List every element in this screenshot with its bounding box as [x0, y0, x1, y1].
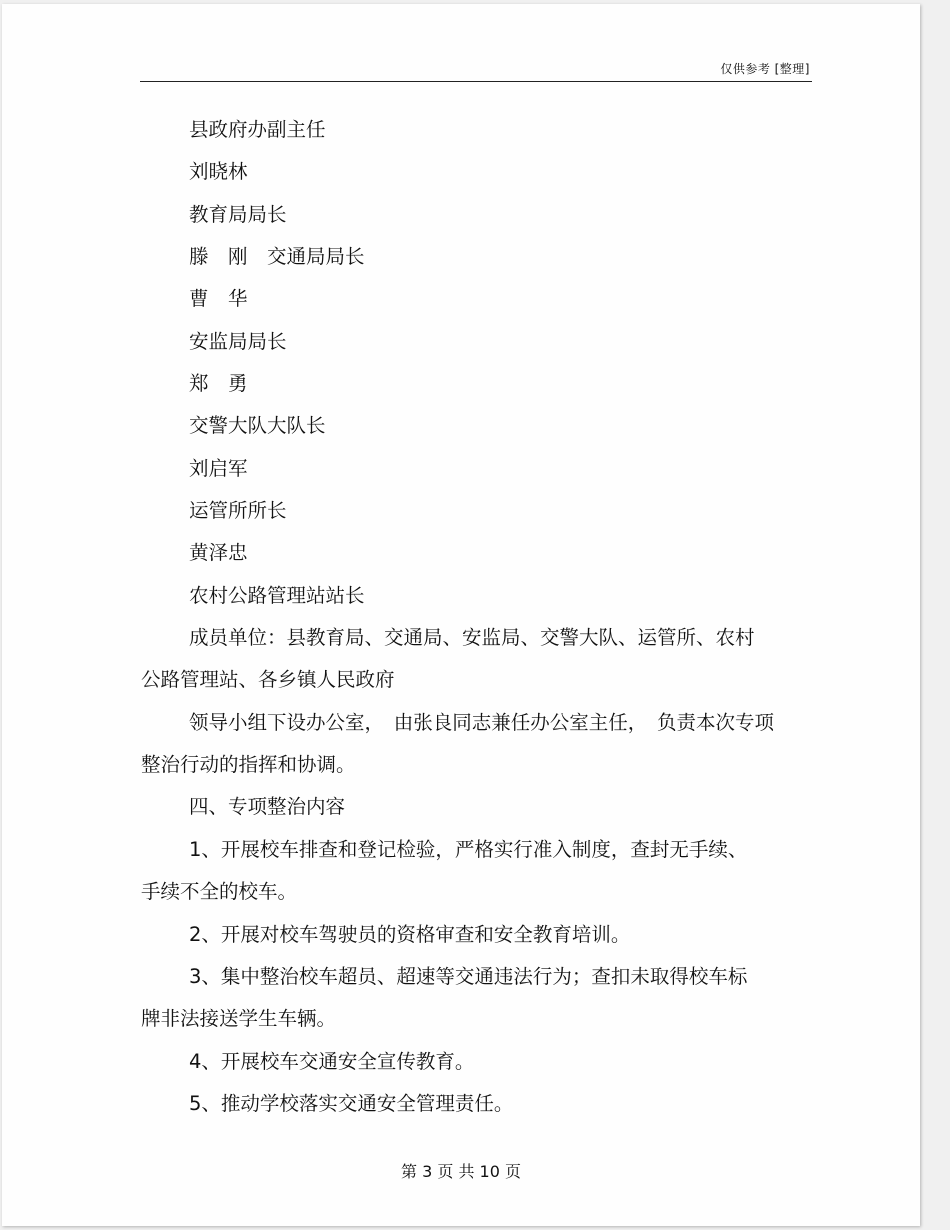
text-line: 3、集中整治校车超员、超速等交通违法行为；查扣未取得校车标: [189, 965, 748, 988]
text-line: 滕 刚 交通局局长: [189, 245, 365, 268]
text-line: 4、开展校车交通安全宣传教育。: [189, 1050, 475, 1073]
text-line: 县政府办副主任: [189, 118, 326, 141]
text-line: 运管所所长: [189, 499, 287, 522]
text-line: 2、开展对校车驾驶员的资格审查和安全教育培训。: [189, 923, 631, 946]
text-line: 刘启军: [189, 457, 248, 480]
text-line: 曹 华: [189, 287, 248, 310]
text-line: 刘晓林: [189, 160, 248, 183]
document-page: [2, 4, 920, 1226]
text-line: 交警大队大队长: [189, 414, 326, 437]
text-line: 教育局局长: [189, 203, 287, 226]
text-line: 整治行动的指挥和协调。: [141, 753, 356, 776]
text-line: 黄泽忠: [189, 541, 248, 564]
text-line: 安监局局长: [189, 330, 287, 353]
text-line: 成员单位：县教育局、交通局、安监局、交警大队、运管所、农村: [189, 626, 755, 649]
text-line: 1、开展校车排查和登记检验，严格实行准入制度，查封无手续、: [189, 838, 748, 861]
text-line: 牌非法接送学生车辆。: [141, 1007, 337, 1030]
text-line: 领导小组下设办公室， 由张良同志兼任办公室主任， 负责本次专项: [189, 711, 775, 734]
page-number: 第 3 页 共 10 页: [401, 1162, 521, 1181]
header-note: 仅供参考 [整理]: [720, 62, 810, 76]
text-line: 农村公路管理站站长: [189, 584, 365, 607]
text-line: 四、专项整治内容: [189, 795, 346, 818]
page-header: [140, 56, 812, 82]
text-line: 公路管理站、各乡镇人民政府: [141, 668, 395, 691]
text-line: 手续不全的校车。: [141, 880, 298, 903]
text-line: 郑 勇: [189, 372, 248, 395]
text-line: 5、推动学校落实交通安全管理责任。: [189, 1092, 514, 1115]
